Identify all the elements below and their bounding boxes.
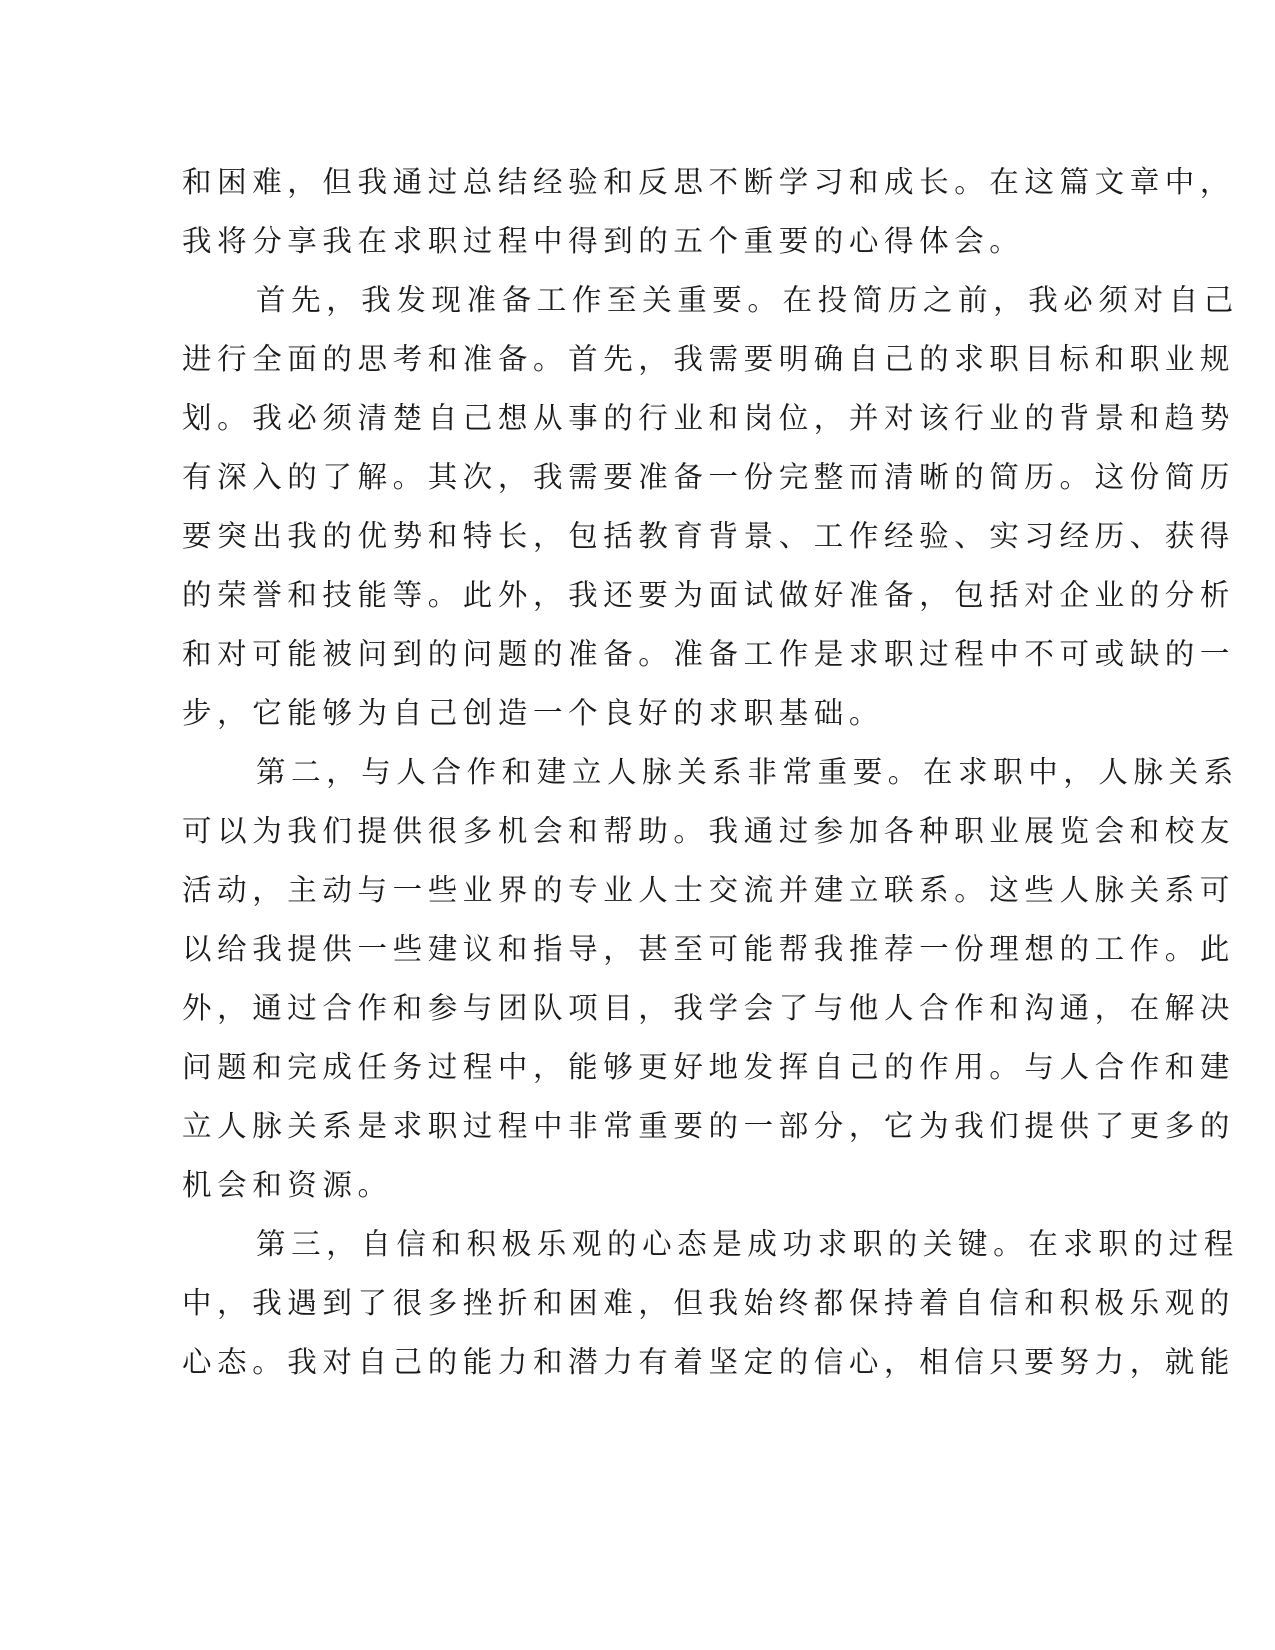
- text-line: 机会和资源。: [182, 1168, 393, 1202]
- text-line: 划。我必须清楚自己想从事的行业和岗位，并对该行业的背景和趋势: [182, 401, 1236, 435]
- text-line: 步，它能够为自己创造一个良好的求职基础。: [182, 696, 885, 730]
- text-line: 活动，主动与一些业界的专业人士交流并建立联系。这些人脉关系可: [182, 873, 1236, 907]
- text-line: 心态。我对自己的能力和潜力有着坚定的信心，相信只要努力，就能: [182, 1345, 1236, 1379]
- text-line: 以给我提供一些建议和指导，甚至可能帮我推荐一份理想的工作。此: [182, 932, 1236, 966]
- text-line: 我将分享我在求职过程中得到的五个重要的心得体会。: [182, 224, 1025, 258]
- text-line: 有深入的了解。其次，我需要准备一份完整而清晰的简历。这份简历: [182, 460, 1236, 494]
- text-line: 外，通过合作和参与团队项目，我学会了与他人合作和沟通，在解决: [182, 991, 1236, 1025]
- paragraph-first-line: 首先，我发现准备工作至关重要。在投简历之前，我必须对自己: [256, 283, 1239, 317]
- text-line: 可以为我们提供很多机会和帮助。我通过参加各种职业展览会和校友: [182, 814, 1236, 848]
- paragraph-first-line: 第三，自信和积极乐观的心态是成功求职的关键。在求职的过程: [256, 1227, 1239, 1261]
- paragraph-first-line: 第二，与人合作和建立人脉关系非常重要。在求职中，人脉关系: [256, 755, 1239, 789]
- text-line: 和困难，但我通过总结经验和反思不断学习和成长。在这篇文章中，: [182, 165, 1236, 199]
- text-line: 进行全面的思考和准备。首先，我需要明确自己的求职目标和职业规: [182, 342, 1236, 376]
- text-line: 立人脉关系是求职过程中非常重要的一部分，它为我们提供了更多的: [182, 1109, 1236, 1143]
- text-line: 和对可能被问到的问题的准备。准备工作是求职过程中不可或缺的一: [182, 637, 1236, 671]
- text-line: 问题和完成任务过程中，能够更好地发挥自己的作用。与人合作和建: [182, 1050, 1236, 1084]
- text-line: 中，我遇到了很多挫折和困难，但我始终都保持着自信和积极乐观的: [182, 1286, 1236, 1320]
- text-line: 的荣誉和技能等。此外，我还要为面试做好准备，包括对企业的分析: [182, 578, 1236, 612]
- text-line: 要突出我的优势和特长，包括教育背景、工作经验、实习经历、获得: [182, 519, 1236, 553]
